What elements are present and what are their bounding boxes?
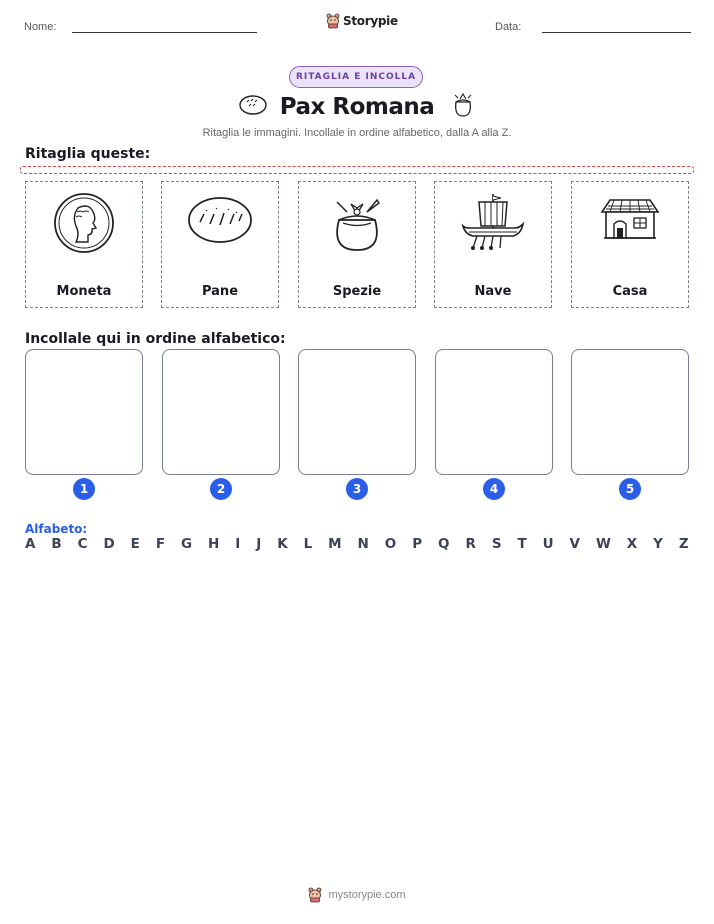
alphabet-letter: Z [678, 536, 689, 552]
alphabet-letter: X [626, 536, 638, 552]
alphabet-letter: A [25, 536, 36, 552]
title-text: Pax Romana [279, 94, 435, 120]
alphabet-letter: N [357, 536, 369, 552]
slot-number-badge: 1 [73, 478, 95, 500]
card-label: Nave [474, 284, 512, 299]
slot-number-badge: 3 [346, 478, 368, 500]
cut-card-casa[interactable] [571, 181, 689, 308]
spice-sack-icon [323, 190, 391, 256]
paste-slot-2[interactable] [162, 349, 280, 475]
footer [0, 887, 714, 903]
cut-card-spezie[interactable] [298, 181, 416, 308]
activity-badge: RITAGLIA E INCOLLA [289, 66, 423, 88]
alphabet-letter: J [256, 536, 262, 552]
alphabet-letter: E [130, 536, 140, 552]
alphabet-letter: F [155, 536, 166, 552]
name-label: Nome: [24, 21, 57, 33]
alphabet-letter: K [277, 536, 288, 552]
alphabet-letter: V [569, 536, 580, 552]
bread-icon [186, 190, 254, 256]
alphabet-letter: L [303, 536, 313, 552]
bread-icon [238, 94, 268, 116]
alphabet-letter: D [103, 536, 115, 552]
card-label: Casa [612, 284, 648, 299]
alphabet-letter: R [465, 536, 476, 552]
slot-number-badge: 4 [483, 478, 505, 500]
alphabet-letter: S [491, 536, 502, 552]
paste-slot-5[interactable] [571, 349, 689, 475]
paste-slot-4[interactable] [435, 349, 553, 475]
storypie-mascot-icon [308, 887, 322, 903]
alphabet-letter: O [384, 536, 397, 552]
name-field-line[interactable] [72, 32, 257, 33]
cut-card-moneta[interactable] [25, 181, 143, 308]
brand-name: Storypie [343, 14, 398, 28]
alphabet-letter: U [542, 536, 554, 552]
alphabet-letter: G [180, 536, 193, 552]
card-label: Moneta [56, 284, 112, 299]
date-label: Data: [495, 21, 522, 33]
spice-sack-icon [450, 92, 476, 118]
alphabet-letter: T [517, 536, 527, 552]
storypie-mascot-icon [326, 13, 340, 29]
coin-icon [50, 190, 118, 256]
slot-number-badge: 5 [619, 478, 641, 500]
alphabet-letter: M [328, 536, 342, 552]
paste-slot-1[interactable] [25, 349, 143, 475]
alphabet-letter: P [412, 536, 423, 552]
page-title [0, 92, 714, 120]
footer-url[interactable]: mystorypie.com [328, 889, 406, 901]
house-icon [596, 190, 664, 256]
alphabet-letter: W [595, 536, 611, 552]
alphabet-letter: Y [653, 536, 663, 552]
alphabet-heading: Alfabeto: [25, 522, 88, 536]
card-label: Spezie [332, 284, 382, 299]
alphabet-letter: C [77, 536, 88, 552]
alphabet-letter: I [235, 536, 241, 552]
paste-heading: Incollale qui in ordine alfabetico: [25, 331, 286, 347]
slot-number-badge: 2 [210, 478, 232, 500]
cut-line [20, 166, 694, 174]
alphabet-row [25, 536, 689, 552]
ship-icon [459, 190, 527, 256]
alphabet-letter: B [51, 536, 62, 552]
alphabet-letter: Q [438, 536, 450, 552]
alphabet-letter: H [208, 536, 220, 552]
cut-card-pane[interactable] [161, 181, 279, 308]
paste-slot-3[interactable] [298, 349, 416, 475]
date-field-line[interactable] [542, 32, 691, 33]
instructions: Ritaglia le immagini. Incollale in ordine alfabetico, dalla A alla Z. [202, 127, 512, 139]
cut-card-nave[interactable] [434, 181, 552, 308]
brand-logo [326, 13, 398, 29]
cut-heading: Ritaglia queste: [25, 146, 151, 162]
card-label: Pane [201, 284, 239, 299]
